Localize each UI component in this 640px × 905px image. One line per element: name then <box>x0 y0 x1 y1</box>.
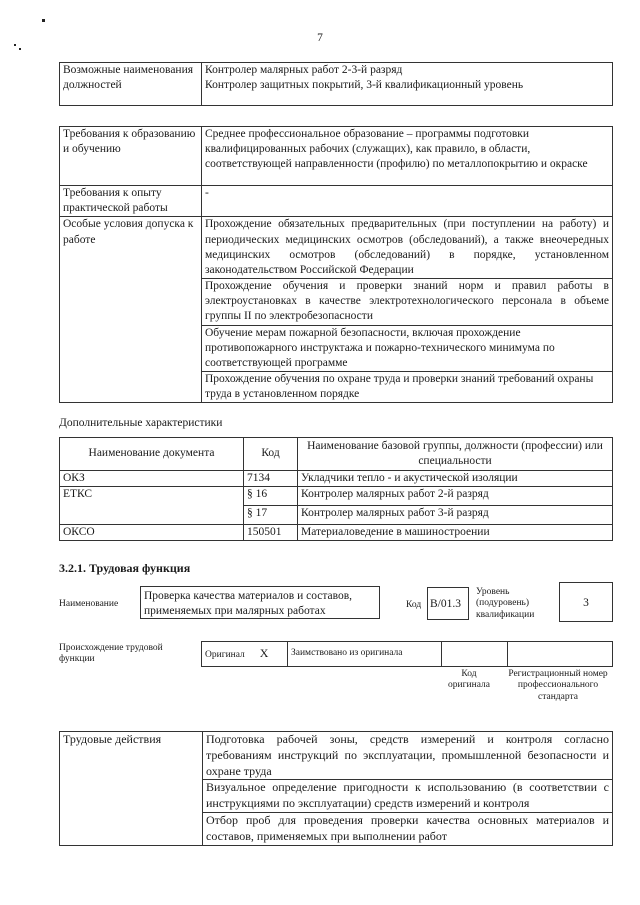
experience-label: Требования к опыту практической работы <box>60 186 202 217</box>
admission-item: Обучение мерам пожарной безопасности, включая прохождение противопожарного инструктажа и пожарно-технического минимума по соответствующей программе <box>202 325 613 372</box>
action-item: Визуальное определение пригодности к использованию (в соответствии с инструкциями по эксплуатации) средств измерений и контроля <box>203 780 613 813</box>
row-name: Укладчики тепло - и акустической изоляции <box>298 471 613 487</box>
admission-item: Прохождение обучения по охране труда и проверки знаний требований охраны труда в установленном порядке <box>202 372 613 403</box>
row-code: § 17 <box>244 506 298 525</box>
action-item: Отбор проб для проведения проверки качества основных материалов и составов, применяемых при выполнении работ <box>203 813 613 846</box>
page-number: 7 <box>317 32 323 44</box>
function-name-value: Проверка качества материалов и составов, применяемых при малярных работах <box>140 586 380 619</box>
function-code-label: Код <box>406 600 422 610</box>
header-document: Наименование документа <box>60 438 244 471</box>
origin-code-cell <box>442 642 508 667</box>
scan-speck <box>14 44 16 46</box>
positions-values <box>202 63 613 106</box>
additional-table <box>59 437 613 541</box>
origin-original-label: Оригинал <box>205 649 245 660</box>
function-name-label: Наименование <box>59 599 119 609</box>
row-document: ОКСО <box>60 525 244 541</box>
action-item: Подготовка рабочей зоны, средств измерений и контроля согласно требованиям инструкций по эксплуатации, промышленной безопасности и охране труда <box>203 732 613 780</box>
row-code: 7134 <box>244 471 298 487</box>
positions-label: Возможные наименования должностей <box>60 63 202 106</box>
actions-table <box>59 731 613 846</box>
scan-speck <box>19 48 21 50</box>
table-row <box>60 471 613 487</box>
row-code: § 16 <box>244 487 298 506</box>
origin-label: Происхождение трудовой функции <box>59 643 163 665</box>
requirements-table <box>59 126 613 403</box>
header-code: Код <box>244 438 298 471</box>
admission-item: Прохождение обучения и проверки знаний норм и правил работы в электроустановках в качестве электротехнологического персонала в объеме группы II по электробезопасности <box>202 279 613 326</box>
education-label: Требования к образованию и обучению <box>60 127 202 186</box>
row-document: ЕТКС <box>60 487 244 525</box>
origin-reg-cell <box>508 642 613 667</box>
origin-reg-caption: Регистрационный номер профессионального стандарта <box>508 669 608 702</box>
position-item: Контролер защитных покрытий, 3-й квалификационный уровень <box>205 79 524 92</box>
origin-original-mark: X <box>259 645 269 660</box>
actions-label: Трудовые действия <box>60 732 203 846</box>
position-item: Контролер малярных работ 2-3-й разряд <box>205 64 403 76</box>
row-name: Контролер малярных работ 2-й разряд <box>298 487 613 506</box>
admission-item: Прохождение обязательных предварительных (при поступлении на работу) и периодических медицинских осмотров (обследований), а также внеочередных медицинских осмотров (обследований) в порядке, установленном законодательством Российской Федерации <box>202 217 613 279</box>
origin-table <box>201 641 613 667</box>
function-heading: 3.2.1. Трудовая функция <box>59 561 191 575</box>
education-value: Среднее профессиональное образование – программы подготовки квалифицированных рабочих (служащих), как правило, в области, соответствующей направленности (профилю) по металлопокрытию и окраске <box>202 127 613 186</box>
table-row <box>60 487 613 506</box>
table-row <box>60 525 613 541</box>
header-name: Наименование базовой группы, должности (профессии) или специальности <box>298 438 613 471</box>
origin-borrowed-label: Заимствовано из оригинала <box>288 642 442 667</box>
function-code-value: B/01.3 <box>427 587 469 620</box>
origin-original <box>202 642 288 667</box>
row-name: Материаловедение в машиностроении <box>298 525 613 541</box>
function-level-value: 3 <box>559 582 613 622</box>
row-document: ОКЗ <box>60 471 244 487</box>
row-code: 150501 <box>244 525 298 541</box>
experience-value: - <box>202 186 613 217</box>
row-name: Контролер малярных работ 3-й разряд <box>298 506 613 525</box>
scan-speck <box>42 19 45 22</box>
additional-title: Дополнительные характеристики <box>59 417 223 429</box>
function-level-label: Уровень (подуровень) квалификации <box>476 587 535 620</box>
admission-label: Особые условия допуска к работе <box>60 217 202 403</box>
positions-table <box>59 62 613 106</box>
origin-code-caption: Код оригинала <box>448 669 490 691</box>
